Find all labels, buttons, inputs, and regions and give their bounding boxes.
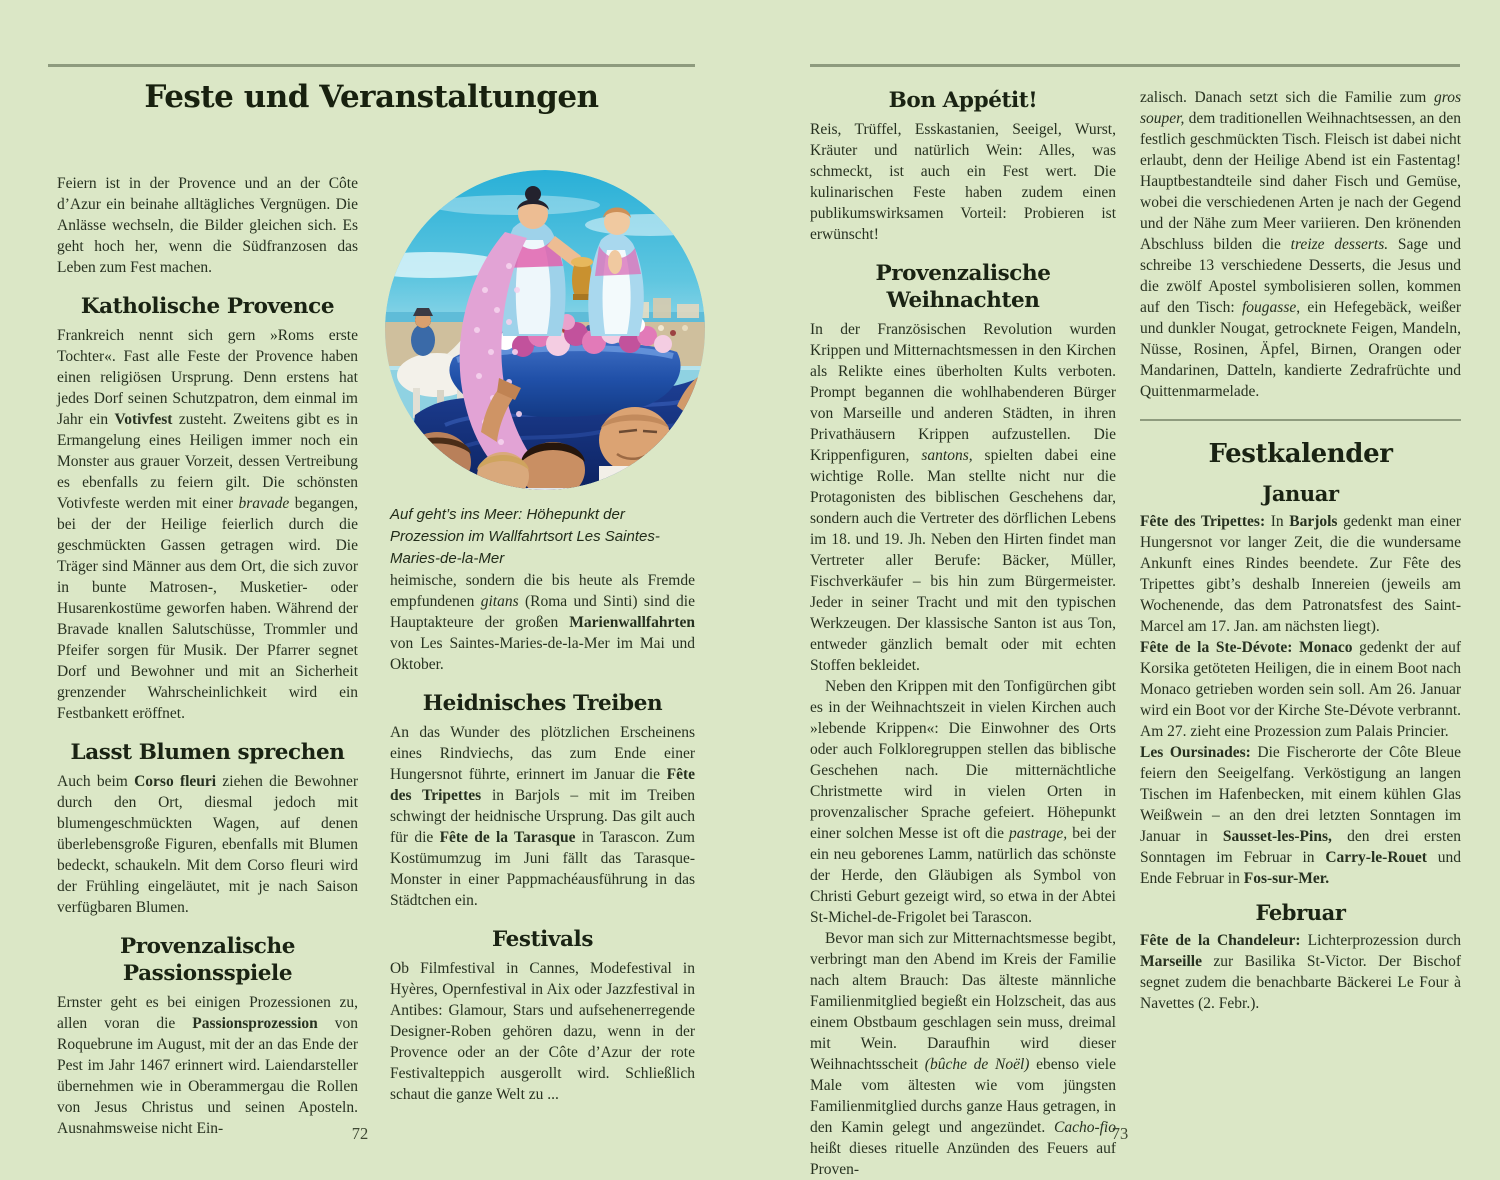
weihnachten-paragraph-1: In der Französischen Revolution wurden Krippen und Mitternachtsmessen in den Kirchen als Relikte eines überholten Kults verboten. Prompt begannen die wohlhabenderen Bürger von Marseille und anderen Städten, in ihren Privathäusern Krippen aufzustellen. Die Krippenfiguren, santons, spielten dabei eine wichtige Rolle. Man stellte nicht nur die Protagonisten des biblischen Geschehens dar, sondern auch die Vertreter des dörflichen Lebens im 18. und 19. Jh. Neben den Hirten findet man Vertreter aller Berufe: Bäcker, Müller, Fischverkäufer – bis hin zum Bürgermeister. Jeder in seiner Tracht und mit den typischen Werkzeugen. Der klassische Santon ist aus Ton, entweder gänzlich bemalt oder mit echten Stoffen bekleidet. [810, 321, 1116, 674]
section-body-lasst-blumen-sprechen: Auch beim Corso fleuri ziehen die Bewohner durch den Ort, diesmal jedoch mit blumengeschmückten Wagen, auf denen überlebensgroße Figuren, ebenfalls mit Blumen bedeckt, schaukeln. Mit dem Corso fleuri wird der Frühling eingeläutet, mit je nach Saison verfügbaren Blumen. [57, 773, 358, 916]
page-number-left: 72 [351, 1124, 369, 1143]
calendar-entry-fete-de-la-chandeleur: Fête de la Chandeleur: Lichterprozession durch Marseille zur Basilika St-Victor. Der Bischof segnet zudem die benachbarte Bäckerei Le Four à Navettes (2. Febr.). [1140, 932, 1461, 1012]
right-page-column-1 [810, 87, 1116, 1180]
month-heading-februar: Februar [1255, 900, 1346, 925]
section-heading-weihnachten: Provenzalische Weihnachten [875, 261, 1051, 313]
photo-caption: Auf geht’s ins Meer: Höhepunkt der Prozession im Wallfahrtsort Les Saintes-Maries-de-la-Mer [390, 506, 660, 567]
weihnachten-paragraph-2: Neben den Krippen mit den Tonfigürchen gibt es in der Weihnachtszeit in vielen Kirchen auch »lebende Krippen«: Die Einwohner des Orts oder auch Folkloregruppen stellen das biblische Geschehen nach. Die mitternächtliche Christmette wird in vielen Orten in provenzalischer Sprache gefeiert. Höhepunkt einer solchen Messe ist oft die pastrage, bei der ein neu geborenes Lamm, natürlich das schönste der Herde, den Gläubigen als Symbol von Christi Geburt gezeigt wird, so etwa in der Abtei St-Michel-de-Frigolet bei Tarascon. [810, 678, 1117, 926]
procession-photo-illustration [385, 170, 705, 490]
continuation-paragraph-left: heimische, sondern die bis heute als Fremde empfundenen gitans (Roma und Sinti) sind die Hauptakteure der großen Marienwallfahrten von Les Saintes-Maries-de-la-Mer im Mai und Oktober. [390, 572, 695, 673]
calendar-entry-les-oursinades: Les Oursinades: Die Fischerorte der Côte Bleue feiern den Seeigelfang. Verköstigung an langen Tischen im Hafenbecken, mit einem kühlen Glas Weißwein – an den drei letzten Sonntagen im Januar in Sausset-les-Pins, den drei ersten Sonntagen im Februar in Carry-le-Rouet und Ende Februar in Fos-sur-Mer. [1140, 744, 1462, 887]
continuation-paragraph-right: zalisch. Danach setzt sich die Familie zum gros souper, dem traditionellen Weihnachtsessen, an den festlich geschmückten Tisch. Fleisch ist dabei nicht erlaubt, denn der Heilige Abend ist ein Fastentag! Hauptbestandteile sind daher Fisch und Gemüse, wobei die verschiedenen Arten je nach der Gegend und der Nähe zum Meer variieren. Den krönenden Abschluss bilden die treize desserts. Sage und schreibe 13 verschiedene Desserts, die Jesus und die zwölf Apostel symbolisieren sollen, kommen auf den Tisch: fougasse, ein Hefegebäck, weißer und dunkler Nougat, getrocknete Feigen, Mandeln, Nüsse, Rosinen, Äpfel, Birnen, Orangen oder Mandarinen, Datteln, kandierte Zedrafrüchte und Quittenmarmelade. [1140, 89, 1461, 400]
section-heading-bon-appetit: Bon Appétit! [888, 88, 1038, 113]
calendar-entry-fete-des-tripettes: Fête des Tripettes: In Barjols gedenkt man einer Hungersnot vor langer Zeit, die die wundersame Ankunft eines Rindes beendete. Zur Fête des Tripettes gibt’s deshalb Innereien (jeweils am Wochenende, das dem Patronatsfest des Saint-Marcel am 17. Jan. am nächsten liegt). [1140, 513, 1461, 635]
month-heading-januar: Januar [1262, 481, 1339, 506]
festkalender-heading: Festkalender [1208, 439, 1393, 469]
right-page-column-2 [1140, 87, 1461, 1014]
calendar-entry-fete-de-la-ste-devote: Fête de la Ste-Dévote: Monaco gedenkt der auf Korsika getöteten Heiligen, die in einem Boot nach Monaco getrieben worden sein soll. Am 26. Januar wird ein Boot vor der Kirche Ste-Dévote verbrannt. Am 27. zieht eine Prozession zum Palais Princier. [1140, 639, 1461, 740]
festkalender-divider [1140, 419, 1461, 421]
left-page-top-rule [48, 64, 695, 67]
section-body-katholische-provence: Frankreich nennt sich gern »Roms erste Tochter«. Fast alle Feste der Provence haben einen religiösen Ursprung. Denn erstens hat jedes Dorf seinen Schutzpatron, dem einmal im Jahr ein Votivfest zusteht. Zweitens gibt es in Ermangelung eines Heiligen immer noch ein Monster aus grauer Vorzeit, dessen Vertreibung es ebenfalls zu feiern gilt. Die schönsten Votivfeste werden mit einer bravade begangen, bei der der Heilige feierlich durch die geschmückten Gassen getragen wird. Die Träger sind Männer aus dem Ort, die sich zuvor in bunte Matrosen-, Musketier- oder Husarenkostüme geworfen haben. Während der Bravade knallen Salutschüsse, Trommler und Pfeifer sorgen für Musik. Der Pfarrer segnet Dorf und Bewohner und mit an Sicherheit grenzender Wahrscheinlichkeit wird ein Festbankett eröffnet. [57, 327, 358, 722]
section-heading-lasst-blumen-sprechen: Lasst Blumen sprechen [70, 740, 345, 765]
section-heading-festivals: Festivals [491, 927, 594, 952]
section-heading-passionsspiele: Provenzalische Passionsspiele [119, 934, 296, 986]
section-heading-katholische-provence: Katholische Provence [80, 294, 335, 319]
section-body-heidnisches-treiben: An das Wunder des plötzlichen Erscheinens eines Rindviechs, das zum Ende einer Hungersnot führte, erinnert im Januar die Fête des Tripettes in Barjols – mit im Treiben schwingt der heidnische Ursprung. Das gilt auch für die Fête de la Tarasque in Tarascon. Zum Kostümumzug im Juni fällt das Tarasque-Monster in einer Pappmachéausführung in das Städtchen ein. [390, 724, 695, 909]
page-title: Feste und Veranstaltungen [144, 79, 599, 115]
section-body-festivals: Ob Filmfestival in Cannes, Modefestival in Hyères, Opernfestival in Aix oder Jazzfestival in Antibes: Glamour, Stars und aufsehenerregende Designer-Roben gehören dazu, wenn in der Provence oder an der Côte d’Azur der rote Festivalteppich ausgerollt wird. Schließlich schaut die ganze Welt zu ... [390, 960, 695, 1103]
page-number-right: 73 [1111, 1124, 1129, 1143]
right-page-top-rule [810, 64, 1460, 67]
left-page-column-1 [57, 173, 358, 1139]
section-body-passionsspiele: Ernster geht es bei einigen Prozessionen zu, allen voran die Passionsprozession von Roquebrune im August, mit der an das Ende der Pest im Jahr 1467 erinnert wird. Laiendarsteller übernehmen wie in Oberammergau die Rollen von Jesus Christus und seinen Aposteln. Ausnahmsweise nicht Ein- [57, 994, 358, 1137]
section-body-bon-appetit: Reis, Trüffel, Esskastanien, Seeigel, Wurst, Kräuter und natürlich Wein: Alles, was schmeckt, ist auch ein Fest wert. Die kulinarischen Feste haben zudem einen publikumswirksamen Vorteil: Probieren ist erwünscht! [810, 121, 1116, 243]
intro-paragraph: Feiern ist in der Provence und an der Côte d’Azur ein beinahe alltägliches Vergnügen. Die Anlässe wechseln, die Bilder gleichen sich. Es geht hoch her, wenn die Südfranzosen das Leben zum Fest machen. [57, 175, 358, 276]
left-page-column-2 [390, 504, 695, 1105]
section-heading-heidnisches-treiben: Heidnisches Treiben [422, 691, 663, 716]
procession-photo [385, 170, 705, 490]
weihnachten-paragraph-3: Bevor man sich zur Mitternachtsmesse begibt, verbringt man den Abend im Kreis der Familie nach altem Brauch: Das älteste männliche Familienmitglied begießt ein Holzscheit, das aus einem Obstbaum geschlagen sein muss, dreimal mit Wein. Daraufhin wird dieser Weihnachtsscheit (bûche de Noël) ebenso viele Male vom ältesten wie vom jüngsten Familienmitglied durchs ganze Haus getragen, in den Kamin gelegt und angezündet. Cacho-fio heißt dieses rituelle Anzünden des Feuers auf Proven- [810, 930, 1116, 1178]
